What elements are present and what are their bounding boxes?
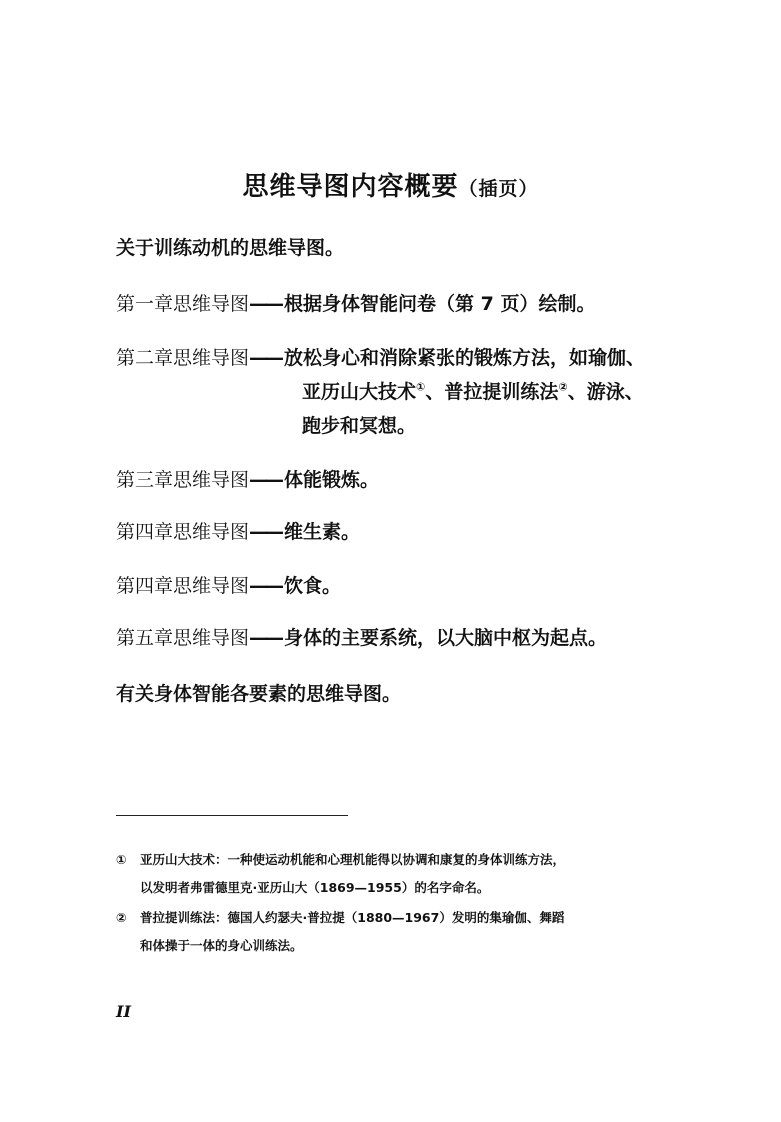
- chapter-5-label: 第五章思维导图: [116, 627, 250, 649]
- title-main: 思维导图内容概要: [242, 172, 459, 202]
- chapter-2-text-2a: 亚历山大技术: [302, 381, 417, 403]
- chapter-1-dash: ——: [249, 293, 282, 315]
- chapter-2-text-2c: 、游泳、: [567, 381, 644, 403]
- chapter-4a-text: 维生素。: [284, 521, 361, 543]
- chapter-4b-label: 第四章思维导图: [116, 575, 250, 597]
- footnote-1: [116, 852, 565, 896]
- chapter-3-label: 第三章思维导图: [116, 469, 250, 491]
- footnote-2-line-1: [116, 910, 564, 926]
- outro-line: 有关身体智能各要素的思维导图。: [116, 683, 402, 705]
- chapter-2-line-3: 跑步和冥想。: [302, 415, 417, 437]
- chapter-3-dash: ——: [249, 469, 282, 491]
- footnote-1-line-2: 以发明者弗雷德里克·亚历山大（1869—1955）的名字命名。: [140, 880, 490, 895]
- chapter-1-text: 根据身体智能问卷（第 7 页）绘制。: [284, 293, 596, 315]
- footnote-ref-1: ①: [416, 380, 426, 394]
- footnote-2-mark: ②: [116, 910, 127, 925]
- chapter-4a-label: 第四章思维导图: [116, 521, 250, 543]
- footnote-2-line-2: 和体操于一体的身心训练法。: [140, 938, 303, 953]
- chapter-2-text-2b: 、普拉提训练法: [425, 381, 559, 403]
- title-suffix: （插页）: [458, 178, 539, 200]
- footnote-ref-2: ②: [558, 380, 568, 394]
- intro-line: 关于训练动机的思维导图。: [116, 237, 345, 259]
- page-title: [0, 166, 781, 203]
- page-number: II: [116, 1002, 131, 1021]
- chapter-3-line: [116, 468, 379, 492]
- chapter-1-line: [116, 292, 595, 316]
- chapter-1-label: 第一章思维导图: [116, 293, 250, 315]
- chapter-3-text: 体能锻炼。: [284, 469, 380, 491]
- chapter-2-label: 第二章思维导图: [116, 347, 250, 369]
- chapter-4b-line: [116, 574, 341, 598]
- chapter-5-text: 身体的主要系统，以大脑中枢为起点。: [284, 627, 608, 649]
- chapter-4a-line: [116, 520, 360, 544]
- chapter-5-dash: ——: [249, 627, 282, 649]
- footnote-1-line-1: [116, 852, 565, 868]
- footnote-1-mark: ①: [116, 852, 127, 867]
- chapter-4b-text: 饮食。: [284, 575, 342, 597]
- chapter-4b-dash: ——: [249, 575, 282, 597]
- footnote-2: [116, 910, 564, 954]
- footnote-1-text-1: 亚历山大技术：一种使运动机能和心理机能得以协调和康复的身体训练方法，: [140, 852, 566, 867]
- chapter-4a-dash: ——: [249, 521, 282, 543]
- chapter-2-line-1: [116, 346, 645, 370]
- chapter-2-line-2: [302, 380, 644, 404]
- chapter-5-line: [116, 626, 607, 650]
- chapter-2-dash: ——: [249, 347, 282, 369]
- chapter-2-text-1: 放松身心和消除紧张的锻炼方法，如瑜伽、: [284, 347, 646, 369]
- footnote-divider: [116, 815, 348, 816]
- chapter-2-block: [116, 346, 646, 437]
- footnote-2-text-1: 普拉提训练法：德国人约瑟夫·普拉提（1880—1967）发明的集瑜伽、舞蹈: [140, 910, 565, 925]
